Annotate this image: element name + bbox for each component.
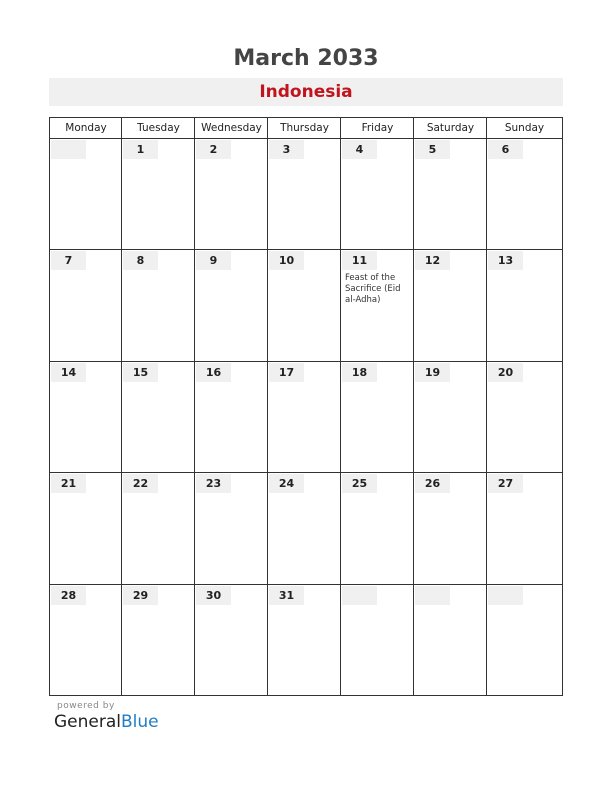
brand-blue: Blue — [121, 712, 159, 732]
day-cell[interactable] — [268, 585, 341, 696]
day-number: 20 — [488, 363, 523, 382]
day-number: 23 — [196, 474, 231, 493]
day-cell[interactable] — [487, 473, 562, 584]
day-number: 4 — [342, 140, 377, 159]
country-banner — [49, 78, 563, 106]
day-cell[interactable] — [414, 473, 487, 584]
day-cell[interactable] — [487, 362, 562, 473]
day-number: 15 — [123, 363, 158, 382]
day-number: 14 — [51, 363, 86, 382]
day-cell[interactable] — [50, 139, 122, 250]
day-cell[interactable] — [50, 585, 122, 696]
day-cell[interactable] — [268, 362, 341, 473]
day-cell[interactable] — [50, 473, 122, 584]
day-cell[interactable] — [50, 250, 122, 361]
weekday-monday: Monday — [65, 122, 107, 134]
day-cell[interactable] — [195, 585, 268, 696]
day-cell[interactable] — [341, 585, 414, 696]
day-cell[interactable] — [414, 250, 487, 361]
day-number: 24 — [269, 474, 304, 493]
weekday-tuesday: Tuesday — [137, 122, 180, 134]
country-name: Indonesia — [259, 82, 353, 102]
day-number: 11 — [342, 251, 377, 270]
day-number: 22 — [123, 474, 158, 493]
day-cell[interactable] — [195, 250, 268, 361]
day-number: 1 — [123, 140, 158, 159]
day-cell[interactable] — [487, 585, 562, 696]
day-number: 10 — [269, 251, 304, 270]
brand-general: General — [54, 712, 121, 732]
brand-logo[interactable] — [54, 712, 159, 732]
day-cell[interactable] — [268, 139, 341, 250]
weekday-thursday: Thursday — [280, 122, 329, 134]
day-number: 5 — [415, 140, 450, 159]
day-number: 8 — [123, 251, 158, 270]
day-number: 18 — [342, 363, 377, 382]
weekday-wednesday: Wednesday — [201, 122, 262, 134]
day-number — [342, 586, 377, 605]
day-number — [51, 140, 86, 159]
day-cell[interactable] — [122, 362, 195, 473]
page-title: March 2033 — [233, 46, 379, 71]
day-number: 16 — [196, 363, 231, 382]
day-number: 12 — [415, 251, 450, 270]
powered-by-label: powered by — [57, 701, 115, 711]
day-cell[interactable] — [195, 473, 268, 584]
day-cell[interactable] — [414, 139, 487, 250]
day-cell[interactable] — [487, 139, 562, 250]
day-number: 29 — [123, 586, 158, 605]
day-number: 7 — [51, 251, 86, 270]
day-number: 27 — [488, 474, 523, 493]
day-number: 6 — [488, 140, 523, 159]
day-cell[interactable] — [50, 362, 122, 473]
day-number: 28 — [51, 586, 86, 605]
day-number: 13 — [488, 251, 523, 270]
day-number: 31 — [269, 586, 304, 605]
day-number: 26 — [415, 474, 450, 493]
day-cell[interactable] — [414, 585, 487, 696]
day-number: 21 — [51, 474, 86, 493]
day-cell[interactable] — [122, 473, 195, 584]
day-number: 19 — [415, 363, 450, 382]
day-cell[interactable] — [341, 250, 414, 361]
day-cell[interactable] — [195, 362, 268, 473]
day-number: 17 — [269, 363, 304, 382]
day-number: 30 — [196, 586, 231, 605]
day-cell[interactable] — [122, 585, 195, 696]
day-number: 9 — [196, 251, 231, 270]
day-cell[interactable] — [268, 473, 341, 584]
calendar-grid — [49, 117, 563, 696]
day-cell[interactable] — [268, 250, 341, 361]
day-cell[interactable] — [414, 362, 487, 473]
day-cell[interactable] — [122, 139, 195, 250]
day-number: 3 — [269, 140, 304, 159]
day-cell[interactable] — [341, 362, 414, 473]
day-number: 25 — [342, 474, 377, 493]
day-number: 2 — [196, 140, 231, 159]
day-number — [488, 586, 523, 605]
day-cell[interactable] — [487, 250, 562, 361]
holiday-label: Feast of the Sacrifice (Eid al-Adha) — [345, 273, 401, 306]
day-cell[interactable] — [195, 139, 268, 250]
day-cell[interactable] — [341, 473, 414, 584]
weekday-saturday: Saturday — [426, 122, 475, 134]
day-cell[interactable] — [122, 250, 195, 361]
weekday-sunday: Sunday — [504, 122, 545, 134]
day-number — [415, 586, 450, 605]
weekday-friday: Friday — [361, 122, 394, 134]
day-cell[interactable] — [341, 139, 414, 250]
